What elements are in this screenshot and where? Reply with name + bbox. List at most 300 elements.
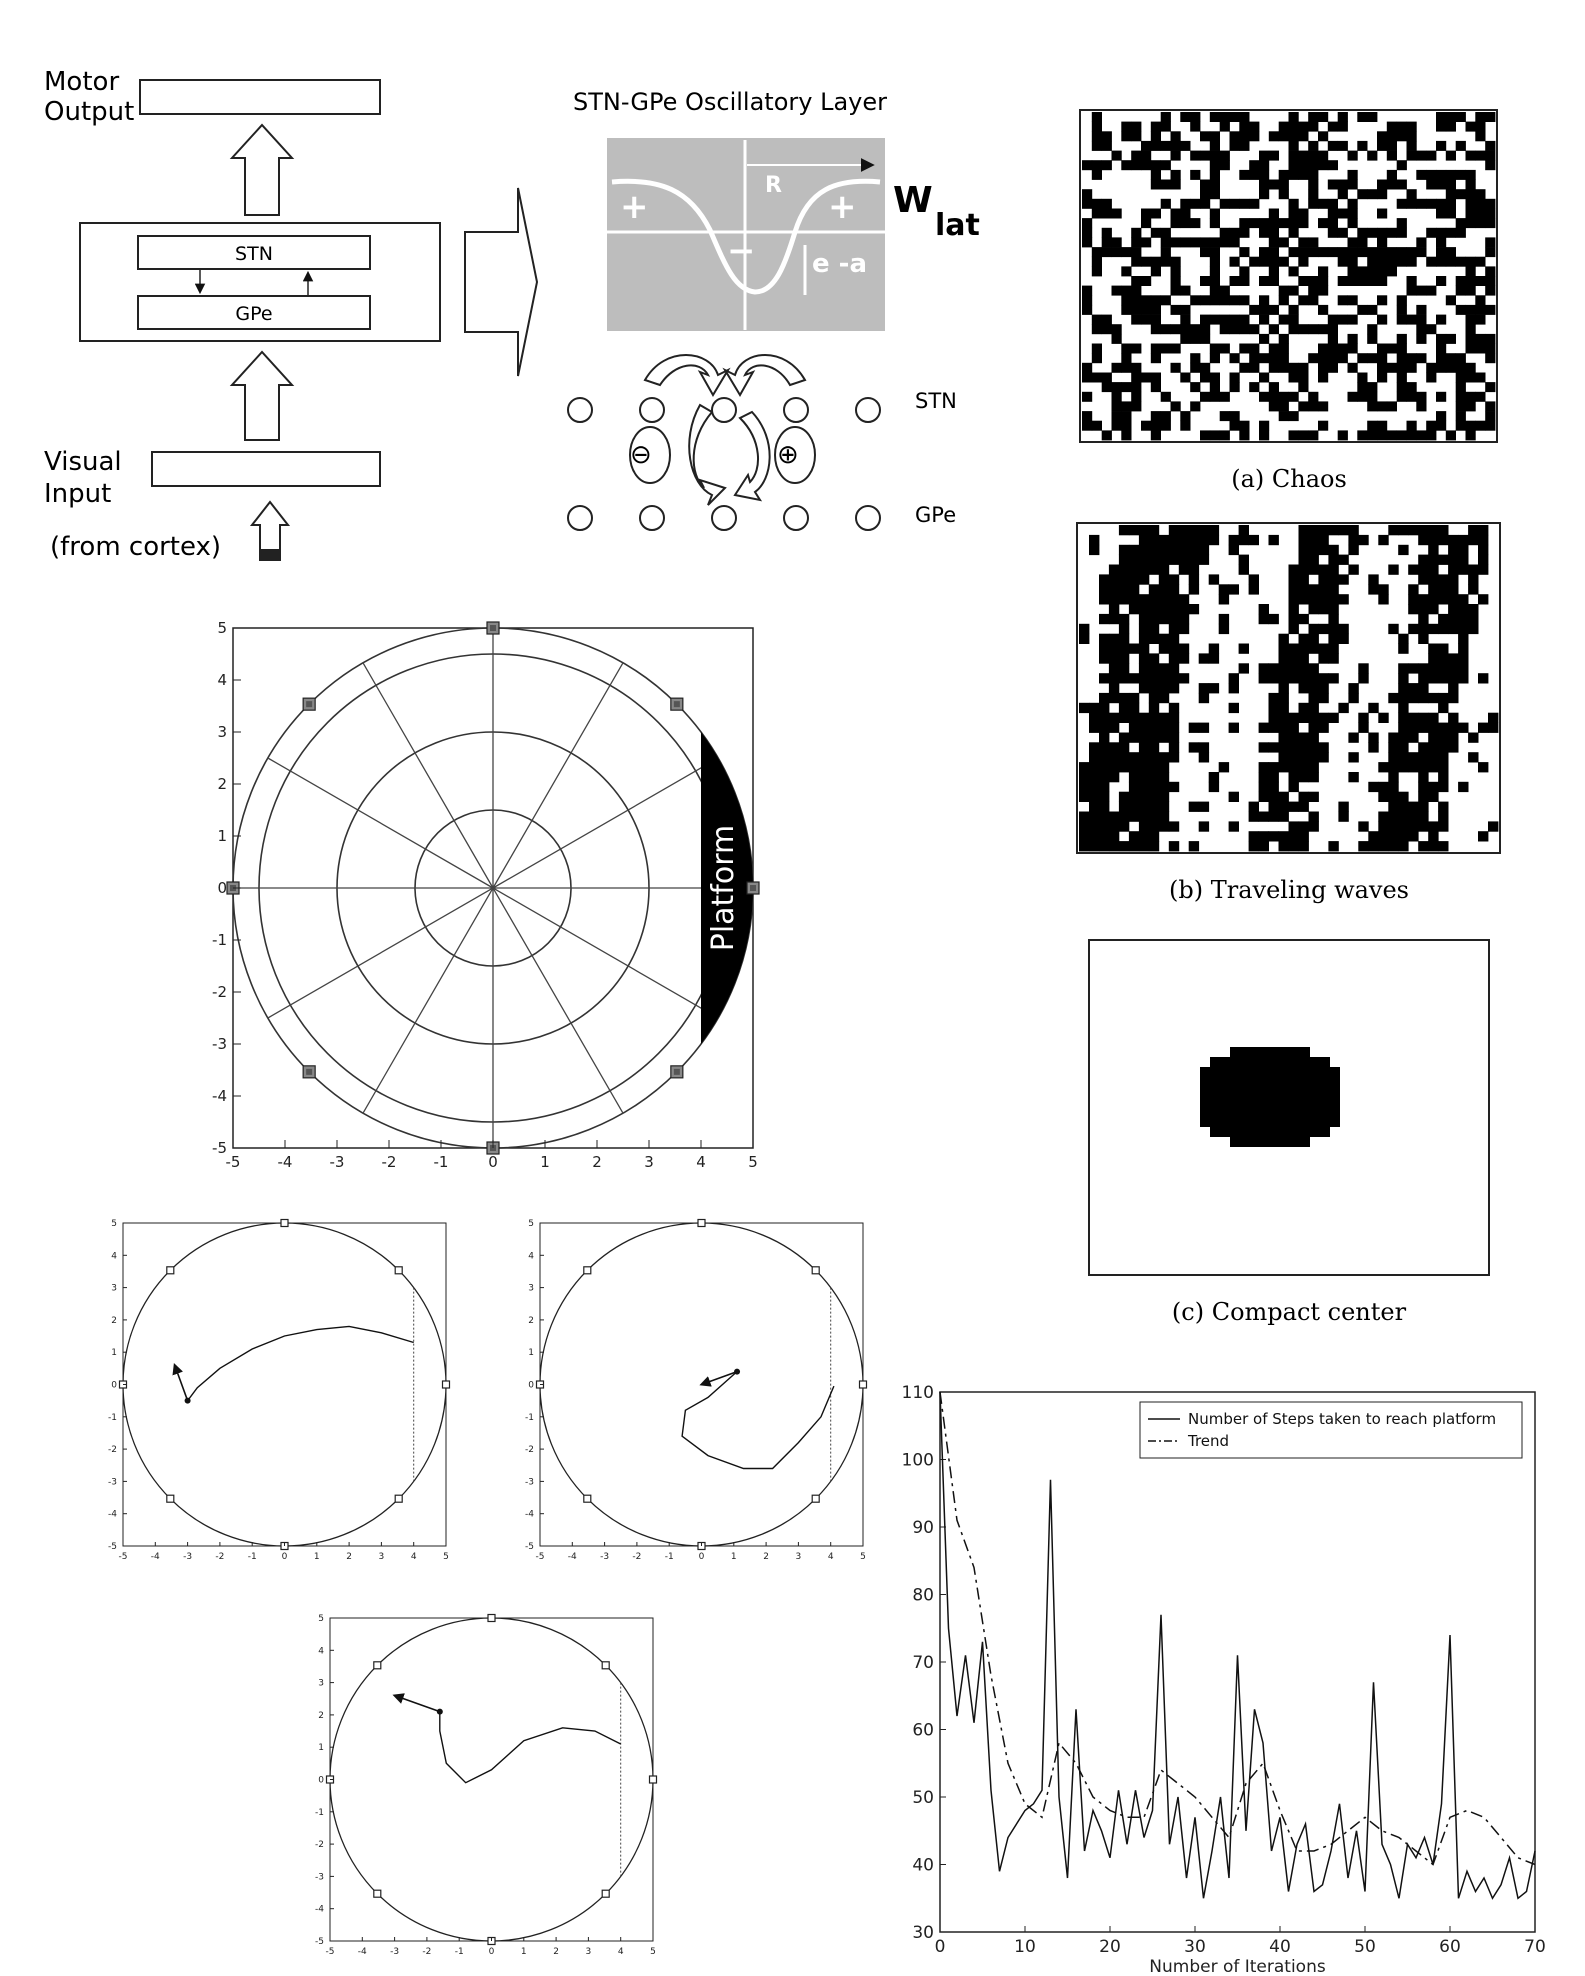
wave-cell [1129,584,1139,594]
chaos-cell [1259,257,1269,267]
wave-cell [1119,802,1129,812]
w-subscript: lat [935,208,980,243]
x-axis-label: Number of Iterations [1149,1957,1326,1976]
chaos-cell [1161,421,1171,431]
chaos-cell [1328,160,1338,170]
wave-cell [1119,584,1129,594]
y-tick-label: 4 [318,1646,324,1657]
wave-cell [1388,792,1398,802]
wave-cell [1309,703,1319,713]
wave-cell [1119,693,1129,703]
wave-cell [1398,545,1408,555]
chaos-cell [1367,247,1377,257]
wave-cell [1199,742,1209,752]
chaos-cell [1407,122,1417,132]
wave-cell [1428,713,1438,723]
wave-cell [1159,683,1169,693]
wave-cell [1338,555,1348,565]
chaos-cell [1446,363,1456,373]
blob-cell [1280,1117,1290,1127]
chaos-cell [1259,218,1269,228]
wave-cell [1139,545,1149,555]
y-tick-label: 70 [912,1653,934,1673]
chaos-cell [1328,209,1338,219]
wave-cell [1269,535,1279,545]
chaos-cell [1348,218,1358,228]
wave-cell [1149,733,1159,743]
chaos-cell [1289,122,1299,132]
wave-cell [1388,762,1398,772]
chaos-cell [1102,237,1112,247]
chaos-cell [1190,218,1200,228]
chaos-cell [1249,363,1259,373]
up-arrow-input [232,352,292,440]
start-marker [374,1662,381,1669]
y-tick-label: 30 [912,1923,934,1943]
wave-cell [1458,634,1468,644]
chaos-cell [1239,228,1249,238]
wave-cell [1239,644,1249,654]
blob-cell [1330,1097,1340,1107]
wave-cell [1458,594,1468,604]
chaos-cell [1308,237,1318,247]
chaos-cell [1141,237,1151,247]
wave-cell [1438,663,1448,673]
wave-cell [1129,565,1139,575]
chaos-cell [1092,324,1102,334]
wave-cell [1189,841,1199,851]
wave-cell [1388,565,1398,575]
chaos-cell [1092,170,1102,180]
start-marker [281,1220,288,1227]
start-marker [488,1615,495,1622]
wave-cell [1149,624,1159,634]
chaos-cell [1348,170,1358,180]
wave-cell [1109,574,1119,584]
wave-cell [1239,555,1249,565]
wave-cell [1089,752,1099,762]
y-tick-label: -3 [212,1035,227,1053]
wave-cell [1299,584,1309,594]
chaos-cell [1220,295,1230,305]
wave-cell [1259,663,1269,673]
y-tick-label: -5 [315,1937,324,1947]
wave-cell [1299,535,1309,545]
x-tick-label: 2 [346,1552,352,1562]
chaos-cell [1397,199,1407,209]
chaos-cell [1121,247,1131,257]
chaos-cell [1318,344,1328,354]
wave-cell [1279,663,1289,673]
chaos-cell [1308,324,1318,334]
wave-cell [1099,693,1109,703]
wave-cell [1418,723,1428,733]
chaos-cell [1220,151,1230,161]
x-tick-label: -3 [390,1947,400,1957]
wave-cell [1328,565,1338,575]
chaos-cell [1112,382,1122,392]
start-marker [395,1495,402,1502]
chaos-cell [1328,218,1338,228]
chaos-cell [1466,421,1476,431]
chaos-cell [1289,131,1299,141]
chaos-cell [1249,170,1259,180]
wave-cell [1169,782,1179,792]
x-tick-label: -3 [329,1153,345,1171]
chaos-cell [1407,131,1417,141]
chaos-cell [1475,218,1485,228]
chaos-cell [1426,170,1436,180]
wave-cell [1289,841,1299,851]
wave-cell [1279,792,1289,802]
chaos-cell [1407,199,1417,209]
chaos-cell [1151,295,1161,305]
chaos-cell [1456,286,1466,296]
chaos-cell [1200,392,1210,402]
chaos-cell [1239,131,1249,141]
x-tick-label: -4 [567,1552,577,1562]
chaos-cell [1239,266,1249,276]
wave-cell [1269,762,1279,772]
x-tick-label: -2 [215,1552,225,1562]
blob-cell [1220,1087,1230,1097]
chaos-cell [1407,257,1417,267]
chaos-cell [1485,209,1495,219]
y-tick-label: 2 [217,775,227,793]
wave-cell [1458,535,1468,545]
expand-arrow [465,188,537,376]
wave-cell [1149,772,1159,782]
wave-cell [1289,762,1299,772]
chaos-cell [1436,344,1446,354]
wave-cell [1149,614,1159,624]
wave-cell [1139,772,1149,782]
wave-cell [1159,614,1169,624]
wave-cell [1318,683,1328,693]
chaos-cell [1141,315,1151,325]
wave-cell [1149,565,1159,575]
chaos-cell [1466,286,1476,296]
y-tick-label: 5 [217,619,227,637]
wave-cell [1109,683,1119,693]
chaos-cell [1161,237,1171,247]
blob-cell [1320,1107,1330,1117]
wave-cell [1338,594,1348,604]
chaos-cell [1171,170,1181,180]
chaos-cell [1475,373,1485,383]
blob-cell [1300,1087,1310,1097]
wave-cell [1458,604,1468,614]
trajectory-plot-3 [315,1614,656,1957]
wave-cell [1279,802,1289,812]
wave-cell [1299,742,1309,752]
wave-cell [1299,733,1309,743]
blob-cell [1250,1047,1260,1057]
wave-cell [1179,535,1189,545]
blob-cell [1250,1077,1260,1087]
chaos-cell [1279,363,1289,373]
wave-cell [1279,693,1289,703]
chaos-cell [1289,151,1299,161]
wave-cell [1378,713,1388,723]
chaos-cell [1289,170,1299,180]
chaos-cell [1387,247,1397,257]
chaos-cell [1318,286,1328,296]
chaos-cell [1121,122,1131,132]
wave-cell [1418,782,1428,792]
chaos-cell [1466,392,1476,402]
wave-cell [1328,584,1338,594]
x-tick-label: 1 [730,1552,737,1562]
blob-cell [1330,1077,1340,1087]
chaos-cell [1318,276,1328,286]
wave-cell [1179,604,1189,614]
chaos-cell [1141,295,1151,305]
chaos-cell [1485,160,1495,170]
blob-cell [1240,1067,1250,1077]
chaos-cell [1121,266,1131,276]
chaos-cell [1249,257,1259,267]
chaos-cell [1269,401,1279,411]
chaos-cell [1151,266,1161,276]
wave-cell [1159,752,1169,762]
chaos-cell [1298,237,1308,247]
blob-cell [1270,1097,1280,1107]
chaos-cell [1279,257,1289,267]
chaos-cell [1210,276,1220,286]
wave-cell [1309,604,1319,614]
x-tick-label: 30 [1184,1937,1206,1957]
chaos-cell [1348,266,1358,276]
wave-cell [1119,733,1129,743]
chaos-cell [1102,131,1112,141]
blob-cell [1300,1047,1310,1057]
wave-cell [1169,703,1179,713]
wave-cell [1129,555,1139,565]
chaos-cell [1269,237,1279,247]
chaos-cell [1151,122,1161,132]
wave-cell [1378,841,1388,851]
wave-cell [1249,584,1259,594]
chaos-cell [1318,324,1328,334]
wave-cell [1229,584,1239,594]
chaos-cell [1446,257,1456,267]
blob-cell [1250,1127,1260,1137]
chaos-cell [1121,305,1131,315]
blob-cell [1240,1097,1250,1107]
wave-cell [1309,723,1319,733]
chaos-cell [1151,209,1161,219]
chaos-cell [1397,257,1407,267]
wave-cell [1089,831,1099,841]
start-marker [584,1495,591,1502]
chaos-cell [1466,257,1476,267]
chaos-cell [1200,334,1210,344]
wave-cell [1279,644,1289,654]
chaos-cell [1367,334,1377,344]
wave-cell [1408,752,1418,762]
chaos-cell [1289,141,1299,151]
wave-cell [1139,812,1149,822]
wave-cell [1309,535,1319,545]
blob-cell [1300,1097,1310,1107]
chaos-cell [1269,266,1279,276]
chaos-cell [1239,363,1249,373]
wave-cell [1209,525,1219,535]
blob-cell [1260,1087,1270,1097]
wave-cell [1239,525,1249,535]
wave-cell [1299,525,1309,535]
wave-cell [1119,821,1129,831]
chaos-cell [1426,373,1436,383]
wave-cell [1149,693,1159,703]
wave-cell [1299,634,1309,644]
wave-cell [1089,703,1099,713]
blob-cell [1240,1117,1250,1127]
chaos-cell [1298,324,1308,334]
blob-cell [1270,1087,1280,1097]
wave-cell [1358,841,1368,851]
chaos-cell [1466,430,1476,440]
wave-cell [1119,812,1129,822]
chaos-cell [1485,276,1495,286]
chaos-cell [1289,247,1299,257]
wave-cell [1428,673,1438,683]
blob-cell [1310,1127,1320,1137]
chaos-cell [1161,344,1171,354]
x-tick-label: -5 [118,1552,128,1562]
wave-cell [1149,782,1159,792]
y-tick-label: 100 [901,1450,934,1471]
wave-cell [1318,752,1328,762]
y-tick-label: -4 [212,1087,227,1105]
chaos-cell [1338,344,1348,354]
chaos-cell [1338,247,1348,257]
chaos-cell [1357,247,1367,257]
wave-cell [1149,762,1159,772]
chaos-cell [1318,199,1328,209]
wave-cell [1299,545,1309,555]
chaos-cell [1190,334,1200,344]
blob-cell [1230,1067,1240,1077]
wave-cell [1358,713,1368,723]
chaos-cell [1131,247,1141,257]
chaos-cell [1367,266,1377,276]
chaos-cell [1112,324,1122,334]
chaos-cell [1348,295,1358,305]
blob-cell [1270,1127,1280,1137]
chaos-cell [1475,392,1485,402]
wave-cell [1289,594,1299,604]
chaos-cell [1446,430,1456,440]
blob-cell [1300,1107,1310,1117]
wave-cell [1309,594,1319,604]
start-marker [584,1267,591,1274]
blob-cell [1230,1057,1240,1067]
wave-cell [1448,535,1458,545]
wave-cell [1458,782,1468,792]
chaos-cell [1387,257,1397,267]
chaos-cell [1259,305,1269,315]
blob-cell [1310,1057,1320,1067]
blob-cell [1250,1067,1260,1077]
chaos-cell [1082,237,1092,247]
chaos-cell [1210,141,1220,151]
wave-cell [1428,644,1438,654]
y-tick-label: -2 [315,1840,324,1851]
chaos-cell [1446,180,1456,190]
chaos-cell [1220,112,1230,122]
wave-cell [1099,841,1109,851]
wave-cell [1428,752,1438,762]
x-tick-label: 4 [410,1552,417,1562]
wave-cell [1438,703,1448,713]
chaos-cell [1102,228,1112,238]
chaos-cell [1397,363,1407,373]
wave-cell [1428,792,1438,802]
chaos-cell [1161,180,1171,190]
chaos-cell [1308,286,1318,296]
chaos-cell [1397,218,1407,228]
chaos-cell [1397,392,1407,402]
wave-cell [1239,535,1249,545]
chaos-cell [1151,160,1161,170]
chaos-cell [1407,151,1417,161]
chaos-cell [1308,141,1318,151]
chaos-cell [1328,141,1338,151]
chaos-cell [1298,209,1308,219]
start-marker-inner [674,1069,680,1075]
chaos-cell [1308,189,1318,199]
blob-cell [1260,1057,1270,1067]
wave-cell [1089,792,1099,802]
x-tick-label: 5 [860,1552,866,1562]
chaos-cell [1121,160,1131,170]
blob-cell [1210,1127,1220,1137]
wave-cell [1478,831,1488,841]
wave-cell [1418,841,1428,851]
chaos-cell [1436,199,1446,209]
chaos-cell [1141,276,1151,286]
chaos-cell [1466,122,1476,132]
wave-cell [1149,555,1159,565]
wave-cell [1418,624,1428,634]
wave-cell [1418,525,1428,535]
wave-cell [1418,673,1428,683]
wave-cell [1428,841,1438,851]
wave-cell [1129,812,1139,822]
chaos-cell [1289,266,1299,276]
chaos-cell [1259,247,1269,257]
chaos-cell [1161,141,1171,151]
chaos-cell [1377,315,1387,325]
wave-cell [1398,742,1408,752]
chaos-cell [1249,305,1259,315]
wave-cell [1229,723,1239,733]
x-tick-label: 4 [617,1947,624,1957]
wave-cell [1149,594,1159,604]
visual-input-box [152,452,380,486]
start-marker [812,1495,819,1502]
chaos-cell [1121,353,1131,363]
chaos-cell [1171,180,1181,190]
wave-cell [1129,703,1139,713]
chaos-cell [1397,373,1407,383]
x-tick-label: 3 [644,1153,654,1171]
chaos-cell [1082,160,1092,170]
chaos-cell [1082,392,1092,402]
wave-cell [1199,723,1209,733]
